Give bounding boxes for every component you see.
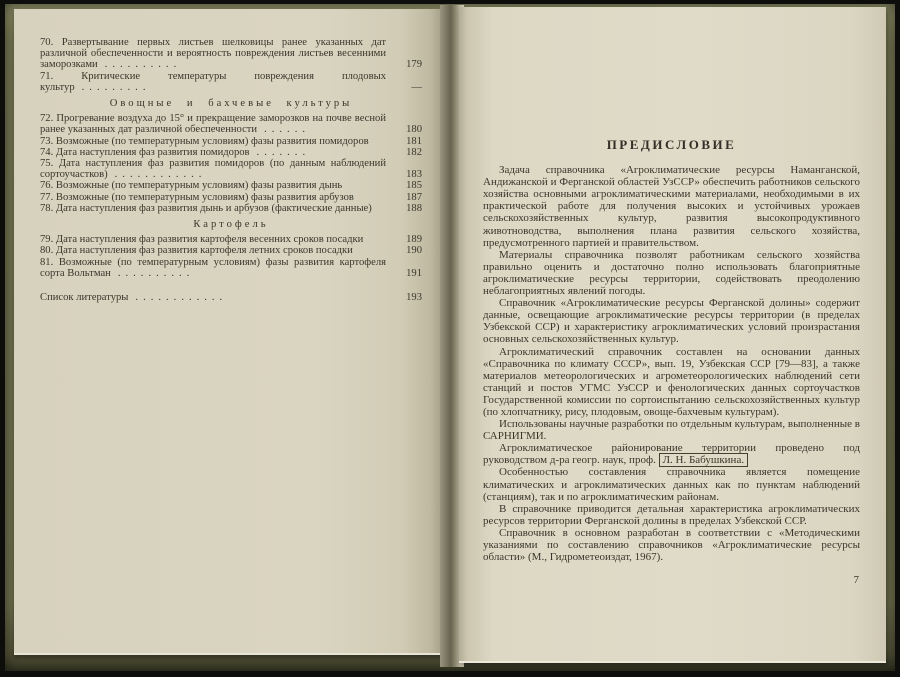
toc-entry: [40, 71, 422, 93]
toc-page-number: 193: [406, 292, 422, 304]
preface-paragraph: Справочник в основном разработан в соответствии с «Методическими указаниями по составлению справочников «Агроклиматические ресурсы области» (М., Гидрометеоиздат, 1967).: [483, 526, 860, 564]
toc-page-number: 190: [406, 245, 422, 257]
toc-entry: [40, 136, 422, 147]
toc-entry: [40, 180, 422, 191]
toc-page-number: 179: [406, 59, 422, 71]
toc-page-number: 182: [406, 146, 422, 158]
toc-entry-number: 70.: [40, 37, 54, 48]
toc-entry-number: 73.: [40, 135, 54, 147]
boxed-name: Л. Н. Бабушкина.: [659, 453, 749, 467]
preface-paragraph: Задача справочника «Агроклиматические ресурсы Наманганской, Андижанской и Ферганской областей УзССР» обеспечить работников сельского хозяйства основными агроклиматическими материалами, необходимыми в их практической работе для получения высоких и устойчивых урожаев сельскохозяйственных культур, развития высокопродуктивного животноводства, выполнения плана развития сельского хозяйства, предусмотренного партией и правительством.: [483, 164, 860, 249]
toc-leader: ......: [264, 124, 310, 136]
section-heading-potato: Картофель: [193, 219, 269, 231]
toc-entry: [40, 257, 422, 279]
toc-entry-literature: [40, 292, 422, 303]
toc-entry-text: 76. Возможные (по температурным условиям) фазы развития дынь: [40, 180, 392, 191]
toc-page-number: 187: [406, 191, 422, 203]
toc-page-number: 183: [406, 169, 422, 181]
left-page: [14, 9, 443, 655]
toc-leader: .........: [81, 81, 151, 93]
toc-entry: [40, 234, 422, 245]
toc-page-number: —: [411, 81, 422, 93]
toc-entry: [40, 192, 422, 203]
toc-entry-number: 80.: [40, 245, 54, 257]
toc-entry-text: Список литературы ............: [40, 292, 228, 304]
toc-leader: [342, 180, 349, 191]
preface-paragraph: Материалы справочника позволят работникам сельского хозяйства правильно оценить и достаточно полно использовать благоприятные агроклиматические ресурсы территории, содействовать преодолению неблагоприятных явлений погоды.: [483, 248, 860, 298]
preface: [483, 139, 860, 586]
toc-page-number: 181: [406, 135, 422, 147]
toc-entry-number: 74.: [40, 146, 54, 158]
toc-entry-number: 71.: [40, 70, 54, 82]
preface-paragraph-babushkin: Агроклиматическое районирование территории проведено под руководством д-ра геогр. наук, проф. Л. Н. Бабушкина.: [483, 442, 860, 467]
right-page: [459, 7, 886, 663]
toc-page-number: 191: [406, 267, 422, 279]
toc-leader: [369, 136, 376, 147]
preface-paragraph: Особенностью составления справочника является помещение климатических и агроклиматических данных как по пунктам наблюдений (станциям), так и по агроклиматическим районам.: [483, 466, 860, 503]
toc-entry-text: 79. Дата наступления фаз развития картофеля весенних сроков посадки: [40, 234, 392, 245]
toc-entry: [40, 37, 422, 71]
toc-entry-number: 78.: [40, 202, 54, 214]
table-of-contents: [40, 37, 422, 303]
toc-leader: ............: [114, 169, 207, 181]
section-heading-vegetables: Овощные и бахчевые культуры: [109, 98, 353, 110]
toc-entry-number: 79.: [40, 234, 54, 246]
toc-entry: [40, 113, 422, 135]
toc-entry: [40, 158, 422, 180]
preface-paragraph: Агроклиматический справочник составлен на основании данных «Справочника по климату СССР», вып. 19, Узбекская ССР [79—83], а также материалов метеорологических и агрометеорологических наблюдений сети станций и постов УГМС УзССР и фенологических данных сортоучастков Государственной комиссии по сортоиспытанию сельскохозяйственных культур (по хлопчатнику, рису, плодовым, овоще-бахчевым культурам).: [483, 345, 860, 418]
toc-entry-text: 80. Дата наступления фаз развития картофеля летних сроков посадки: [40, 245, 392, 256]
toc-leader: [372, 203, 379, 214]
toc-leader: [353, 245, 360, 256]
toc-entry-text: 74. Дата наступления фаз развития помидоров .......: [40, 146, 311, 158]
toc-page-number: 188: [406, 202, 422, 214]
toc-entry-text: 81. Возможные (по температурным условиям) фазы развития картофеля сорта Вольтман ..........: [40, 256, 386, 279]
toc-entry: [40, 245, 422, 256]
toc-entry-number: 75.: [40, 158, 54, 170]
toc-leader: ............: [135, 292, 228, 304]
preface-paragraph: В справочнике приводится детальная характеристика агроклиматических ресурсов территории Ферганской долины в пределах Узбекской ССР.: [483, 502, 860, 527]
toc-entry-text: 72. Прогревание воздуха до 15° и прекращение заморозков на почве весной ранее указанных дат различной обеспеченности ......: [40, 113, 386, 136]
toc-leader: ..........: [104, 59, 182, 71]
toc-page-number: 180: [406, 124, 422, 136]
toc-page-number: 185: [406, 180, 422, 192]
toc-entry-number: 77.: [40, 191, 54, 203]
toc-entry-text: 70. Развертывание первых листьев шелковицы ранее указанных дат различной обеспеченности и вероятность повреждения листьев весенними заморозками ..........: [40, 37, 386, 71]
toc-entry-number: 81.: [40, 256, 54, 268]
toc-entry-number: 76.: [40, 180, 54, 192]
preface-paragraph: Использованы научные разработки по отдельным культурам, выполненные в САРНИГМИ.: [483, 418, 860, 443]
toc-leader: ..........: [117, 267, 195, 279]
toc-entry-text: 75. Дата наступления фаз развития помидоров (по данным наблюдений сортоучастков) ............: [40, 158, 386, 181]
toc-entry-text: 78. Дата наступления фаз развития дынь и арбузов (фактические данные): [40, 203, 392, 214]
toc-leader: [363, 234, 370, 245]
toc-entry-text: 77. Возможные (по температурным условиям) фазы развития арбузов: [40, 192, 392, 203]
toc-entry-number: 72.: [40, 113, 54, 125]
toc-entry-text: 71. Критические температуры повреждения плодовых культур .........: [40, 70, 386, 93]
toc-entry: [40, 203, 422, 214]
folio-page-number: 7: [853, 574, 859, 587]
preface-paragraph: Справочник «Агроклиматические ресурсы Ферганской долины» содержит данные, освещающие агроклиматические ресурсы территории (в пределах Узбекской ССР) и характеристику агроклиматических условий произрастания основных сельскохозяйственных культур.: [483, 297, 860, 346]
toc-leader: [354, 192, 361, 203]
toc-leader: .......: [256, 146, 311, 158]
toc-entry-text: 73. Возможные (по температурным условиям) фазы развития помидоров: [40, 136, 392, 147]
toc-entry: [40, 147, 422, 158]
preface-title: ПРЕДИСЛОВИЕ: [606, 137, 737, 152]
toc-page-number: 189: [406, 234, 422, 246]
